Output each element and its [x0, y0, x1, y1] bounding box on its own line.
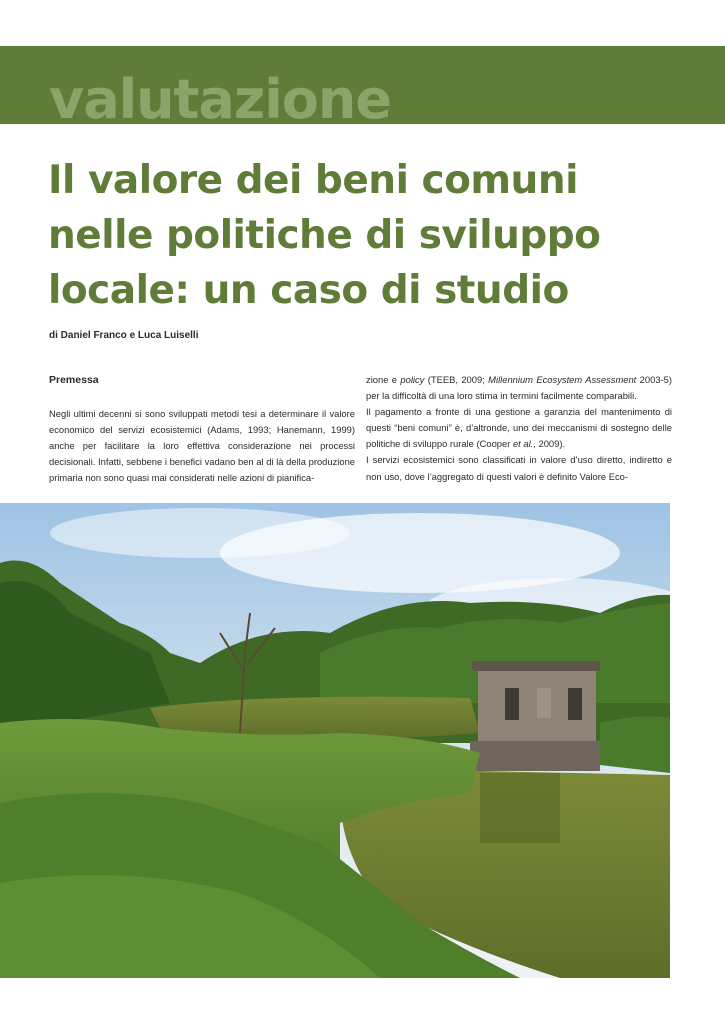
body-paragraph-2	[366, 404, 672, 452]
text-run: Il pagamento a fronte di una gestione a garanzia del mantenimento di questi “beni comuni” è, d’altronde, uno dei meccanismi di sostegno delle politiche di sviluppo rurale (Cooper	[366, 406, 672, 450]
left-column	[49, 372, 355, 486]
landscape-photo	[0, 503, 670, 978]
text-run: , 2009).	[533, 438, 566, 450]
pump-house	[470, 661, 600, 771]
section-heading-premessa: Premessa	[49, 374, 99, 386]
title-line-1: Il valore dei beni comuni	[48, 158, 578, 203]
title-line-2: nelle politiche di sviluppo	[48, 213, 601, 258]
title-line-3: locale: un caso di studio	[48, 268, 569, 313]
italic-run: et al.	[512, 438, 534, 450]
italic-run: Millennium Ecosystem Assessment	[488, 374, 637, 385]
section-word: valutazione	[49, 68, 391, 124]
text-run: zione e	[366, 374, 401, 385]
text-run: (TEEB, 2009;	[424, 374, 489, 385]
body-paragraph-3: I servizi ecosistemici sono classificati in valore d’uso diretto, indiretto e non uso, dove l’aggregato di questi valori è definito Valore Eco-	[366, 454, 672, 482]
section-banner	[0, 46, 725, 124]
right-column	[366, 372, 672, 485]
italic-run: policy	[400, 374, 425, 385]
author-byline: di Daniel Franco e Luca Luiselli	[49, 330, 199, 341]
body-paragraph-1	[366, 372, 672, 404]
article-title	[48, 153, 688, 318]
text-run: 2003-5) per la difficoltà di una loro stima in termini facilmente comparabili.	[366, 374, 672, 402]
body-paragraph: Negli ultimi decenni si sono sviluppati metodi tesi a determinare il valore economico del servizi ecosistemici (Adams, 1993; Hanemann, 1999) anche per facilitare la loro effettiva considerazione nei processi decisionali. Infatti, sebbene i benefici vadano ben al di là della produzione primaria non sono quasi mai considerati nelle azioni di pianifica-	[49, 408, 355, 484]
